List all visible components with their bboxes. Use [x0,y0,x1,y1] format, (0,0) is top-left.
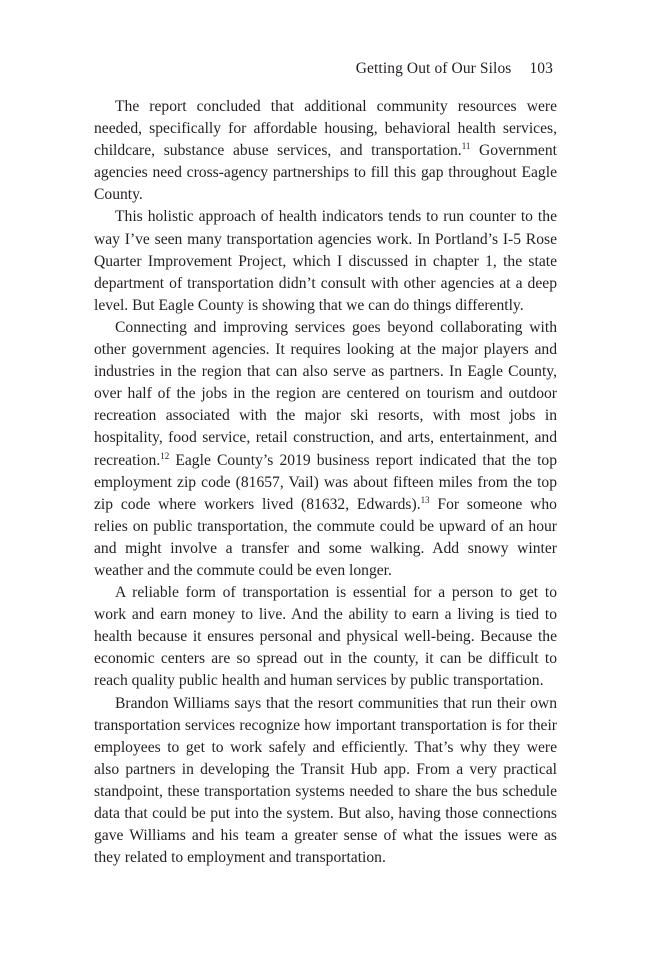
running-head [356,60,553,78]
footnote-ref-13[interactable]: 13 [420,494,430,505]
paragraph [94,582,557,692]
text-segment: Eagle County’s 2019 business report indicated that the top employment zip code (81657, Vail) was about fifteen miles from the top zip code where workers lived (81632, Edwards). [94,451,557,513]
paragraph [94,206,557,316]
footnote-ref-11[interactable]: 11 [461,141,471,152]
page-number: 103 [529,60,553,77]
paragraph [94,317,557,582]
paragraph [94,693,557,870]
running-head-title: Getting Out of Our Silos [355,60,512,77]
text-segment: This holistic approach of health indicators tends to run counter to the way I’ve seen many transportation agencies work. In Portland’s I-5 Rose Quarter Improvement Project, which I discussed in chapter 1, the state department of transportation didn’t consult with other agencies at a deep level. But Eagle County is showing that we can do things differently. [94,208,557,314]
footnote-ref-12[interactable]: 12 [160,450,170,461]
text-segment: A reliable form of transportation is essential for a person to get to work and earn money to live. And the ability to earn a living is tied to health because it ensures personal and physical well-being. Because the economic centers are so spread out in the county, it can be difficult to reach quality public health and human services by public transportation. [94,584,557,690]
text-segment: Connecting and improving services goes beyond collaborating with other government agencies. It requires looking at the major players and industries in the region that can also serve as partners. In Eagle County, over half of the jobs in the region are centered on tourism and outdoor recreation associated with the major ski resorts, with most jobs in hospitality, food service, retail construction, and arts, entertainment, and recreation. [94,318,557,469]
text-segment: Government agencies need cross-agency partnerships to fill this gap throughout Eagle County. [94,142,557,204]
paragraph [94,96,557,206]
text-segment: For someone who relies on public transportation, the commute could be upward of an hour and might involve a transfer and some walking. Add snowy winter weather and the commute could be even longer. [94,495,557,579]
text-segment: The report concluded that additional community resources were needed, specifically for affordable housing, behavioral health services, childcare, substance abuse services, and transportation. [94,98,557,160]
text-segment: Brandon Williams says that the resort communities that run their own transportation services recognize how important transportation is for their employees to get to work safely and efficiently. That’s why they were also partners in developing the Transit Hub app. From a very practical standpoint, these transportation systems needed to share the bus schedule data that could be put into the system. But also, having those connections gave Williams and his team a greater sense of what the issues were as they related to employment and transportation. [94,694,557,867]
body-text [94,96,557,869]
